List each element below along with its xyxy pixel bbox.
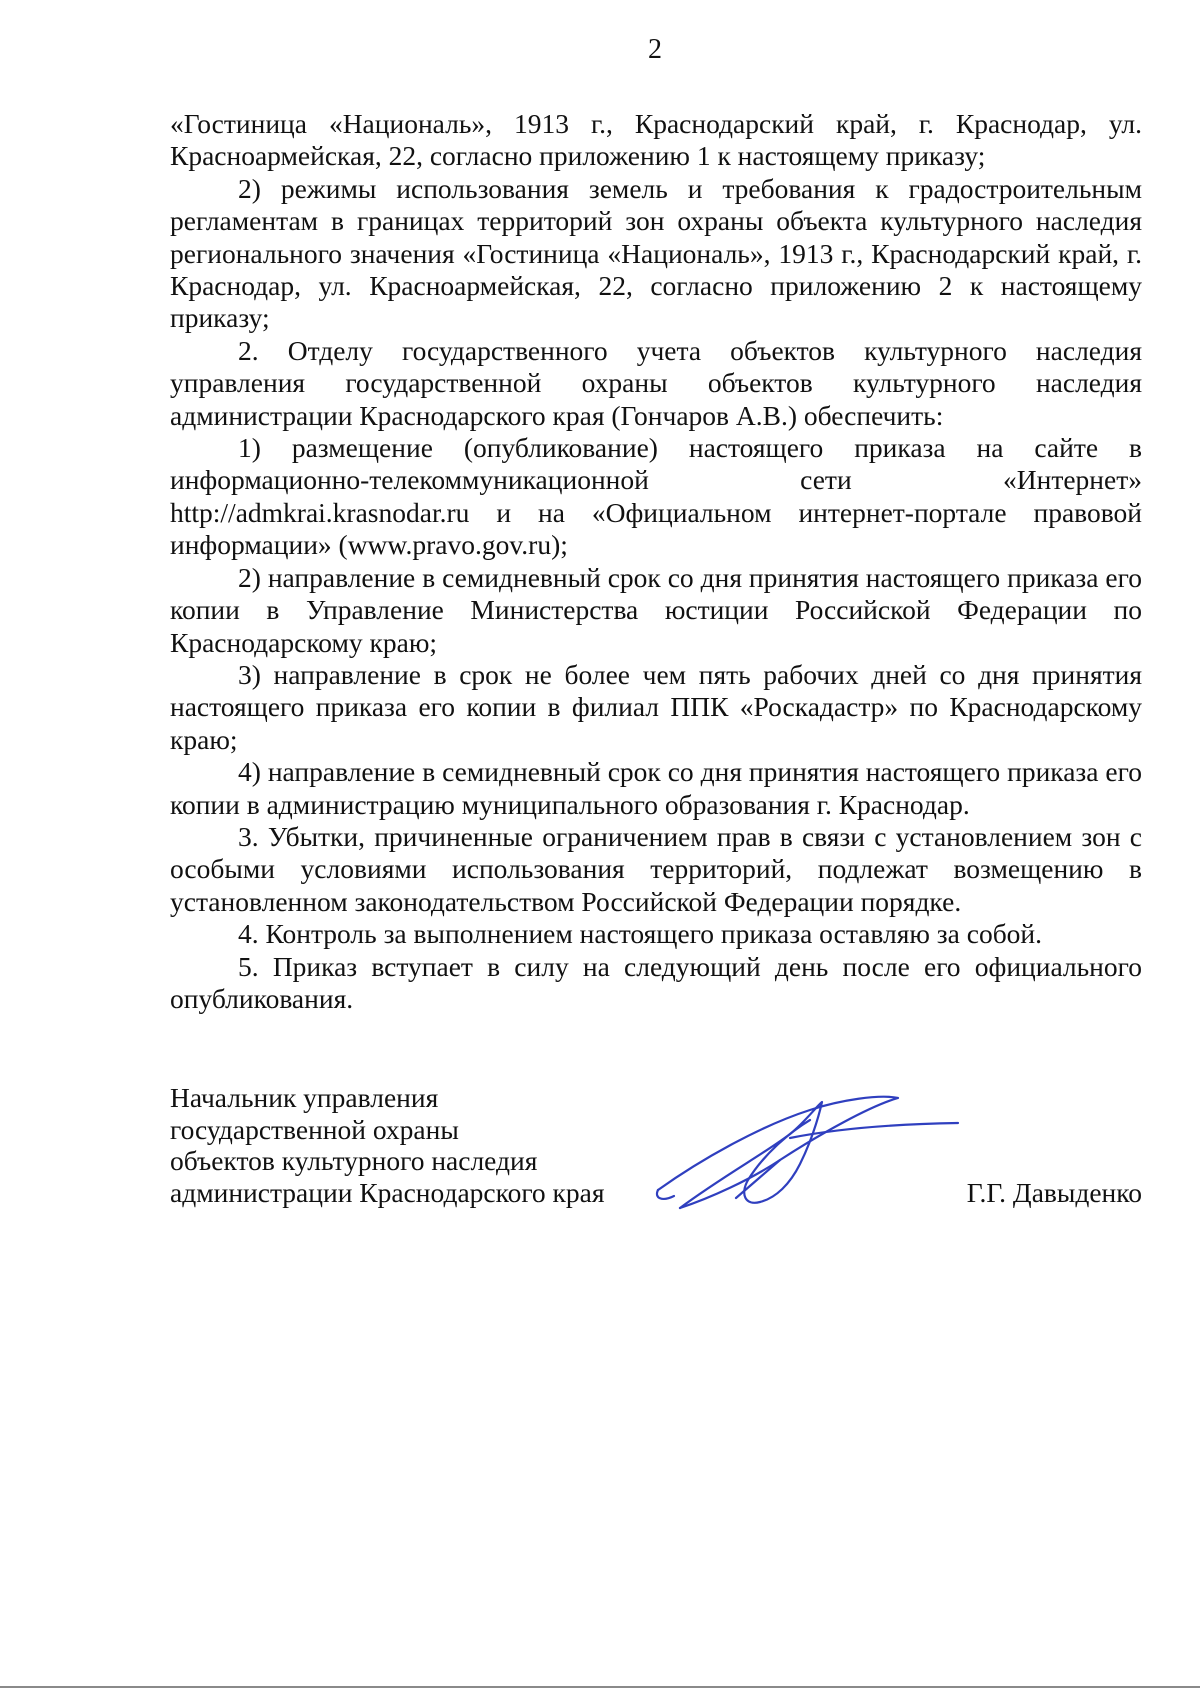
paragraph-7: 4) направление в семидневный срок со дня принятия настоящего приказа его копии в администрацию муниципального образования г. Краснодар. bbox=[170, 756, 1142, 820]
signatory-title-line: администрации Краснодарского края bbox=[170, 1176, 605, 1208]
paragraph-1: «Гостиница «Националь», 1913 г., Краснодарский край, г. Краснодар, ул. Красноармейская, 22, согласно приложению 1 к настоящему приказу; bbox=[170, 108, 1142, 172]
signatory-title-line: Начальник управления bbox=[170, 1082, 439, 1113]
paragraph-4: 1) размещение (опубликование) настоящего приказа на сайте в информационно-телекоммуникационной сети «Интернет» http://admkrai.krasnodar.ru и на «Официальном интернет-портале правовой информации» (www.pravo.gov.ru); bbox=[170, 432, 1142, 561]
paragraph-8: 3. Убытки, причиненные ограничением прав в связи с установлением зон с особыми условиями использования территорий, подлежат возмещению в установленном законодательством Российской Федерации порядке. bbox=[170, 820, 1142, 917]
page-number: 2 bbox=[648, 34, 662, 65]
paragraph-6: 3) направление в срок не более чем пять рабочих дней со дня принятия настоящего приказа его копии в филиал ППК «Роскадастр» по Краснодарскому краю; bbox=[170, 658, 1142, 755]
signatory-name: Г.Г. Давыденко bbox=[966, 1177, 1142, 1208]
signatory-title-line: государственной охраны bbox=[170, 1113, 459, 1145]
signatory-title bbox=[170, 1082, 670, 1208]
bottom-border-line bbox=[0, 1686, 1200, 1688]
paragraph-9: 4. Контроль за выполнением настоящего приказа оставляю за собой. bbox=[238, 918, 1043, 950]
signatory-title-line: объектов культурного наследия bbox=[170, 1145, 538, 1176]
document-body bbox=[170, 108, 1142, 1015]
paragraph-3: 2. Отделу государственного учета объектов культурного наследия управления государственной охраны объектов культурного наследия администрации Краснодарского края (Гончаров А.В.) обеспечить: bbox=[170, 334, 1142, 431]
paragraph-10: 5. Приказ вступает в силу на следующий день после его официального опубликования. bbox=[170, 950, 1142, 1014]
handwritten-signature bbox=[640, 1068, 970, 1218]
signature-block bbox=[170, 1082, 1142, 1222]
paragraph-2: 2) режимы использования земель и требования к градостроительным регламентам в границах территорий зон охраны объекта культурного наследия регионального значения «Гостиница «Националь», 1913 г., Краснодарский край, г. Краснодар, ул. Красноармейская, 22, согласно приложению 2 к настоящему приказу; bbox=[170, 172, 1142, 334]
paragraph-5: 2) направление в семидневный срок со дня принятия настоящего приказа его копии в Управление Министерства юстиции Российской Федерации по Краснодарскому краю; bbox=[170, 561, 1142, 658]
